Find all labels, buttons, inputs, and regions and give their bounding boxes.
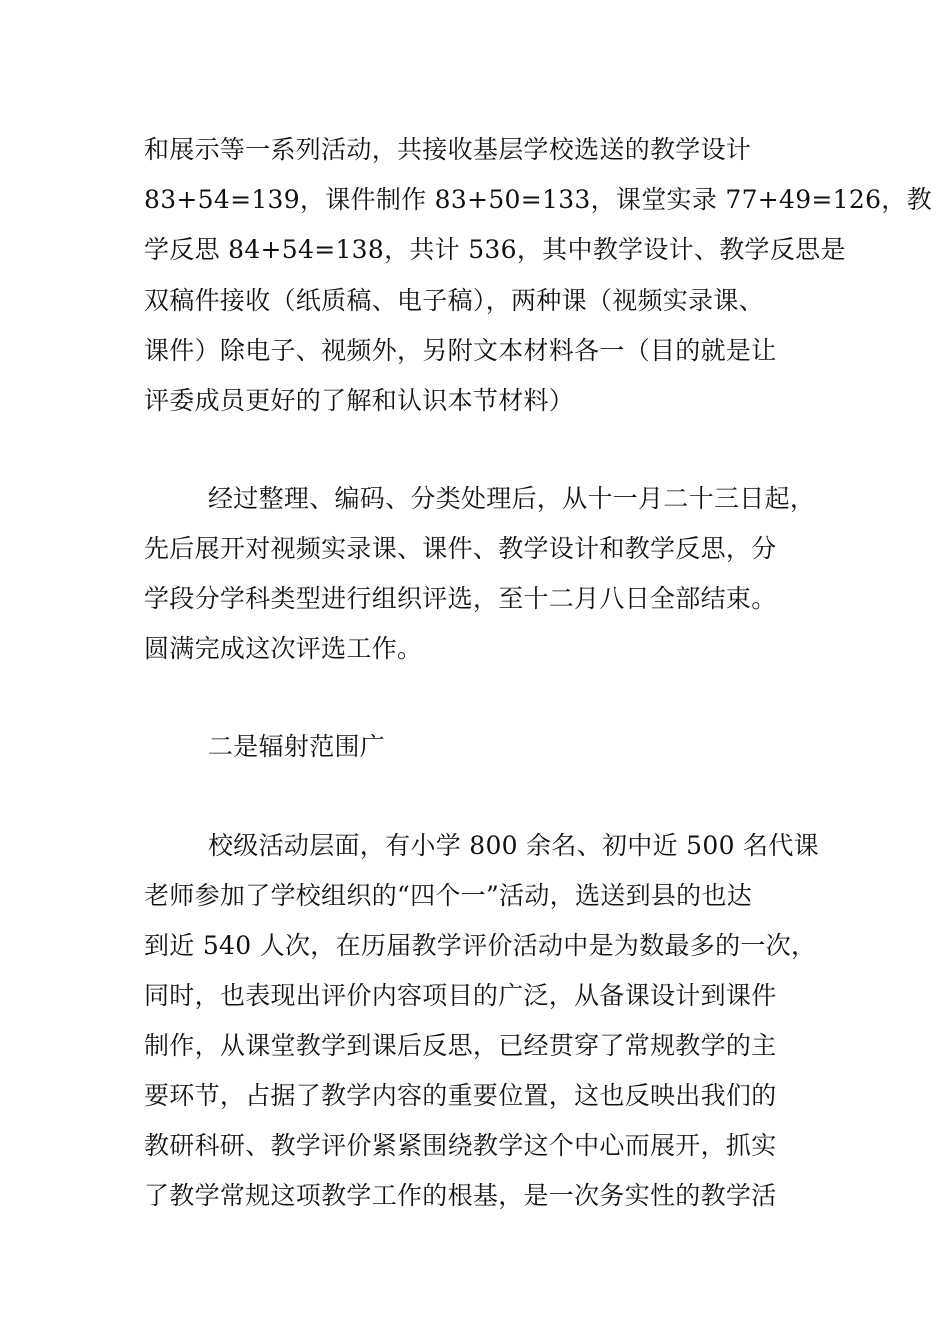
paragraph-line: 和展示等一系列活动，共接收基层学校选送的教学设计 [144,135,752,164]
paragraph-line: 学段分学科类型进行组织评选，至十二月八日全部结束。 [144,584,777,613]
paragraph-line: 经过整理、编码、分类处理后，从十一月二十三日起， [208,484,816,513]
section-heading: 二是辐射范围广 [208,732,386,761]
paragraph-line: 到近 540 人次，在历届教学评价活动中是为数最多的一次， [144,931,817,960]
paragraph-line: 要环节，占据了教学内容的重要位置，这也反映出我们的 [144,1081,777,1110]
paragraph-line: 圆满完成这次评选工作。 [144,634,423,663]
paragraph-line: 课件）除电子、视频外，另附文本材料各一（目的就是让 [144,336,777,365]
paragraph-line: 了教学常规这项教学工作的根基，是一次务实性的教学活 [144,1181,777,1210]
paragraph-line: 学反思 84+54=138，共计 536，其中教学设计、教学反思是 [144,235,846,264]
paragraph-line: 先后展开对视频实录课、课件、教学设计和教学反思，分 [144,534,777,563]
paragraph-line: 83+54=139，课件制作 83+50=133，课堂实录 77+49=126，教 [144,185,932,214]
paragraph-line: 双稿件接收（纸质稿、电子稿），两种课（视频实录课、 [144,286,765,315]
paragraph-line: 同时，也表现出评价内容项目的广泛，从备课设计到课件 [144,981,777,1010]
paragraph-line: 老师参加了学校组织的“四个一”活动，选送到县的也达 [144,881,753,910]
paragraph-line: 评委成员更好的了解和认识本节材料） [144,386,575,415]
paragraph-line: 制作，从课堂教学到课后反思，已经贯穿了常规教学的主 [144,1031,777,1060]
paragraph-line: 校级活动层面，有小学 800 余名、初中近 500 名代课 [208,831,819,860]
paragraph-line: 教研科研、教学评价紧紧围绕教学这个中心而展开，抓实 [144,1131,777,1160]
